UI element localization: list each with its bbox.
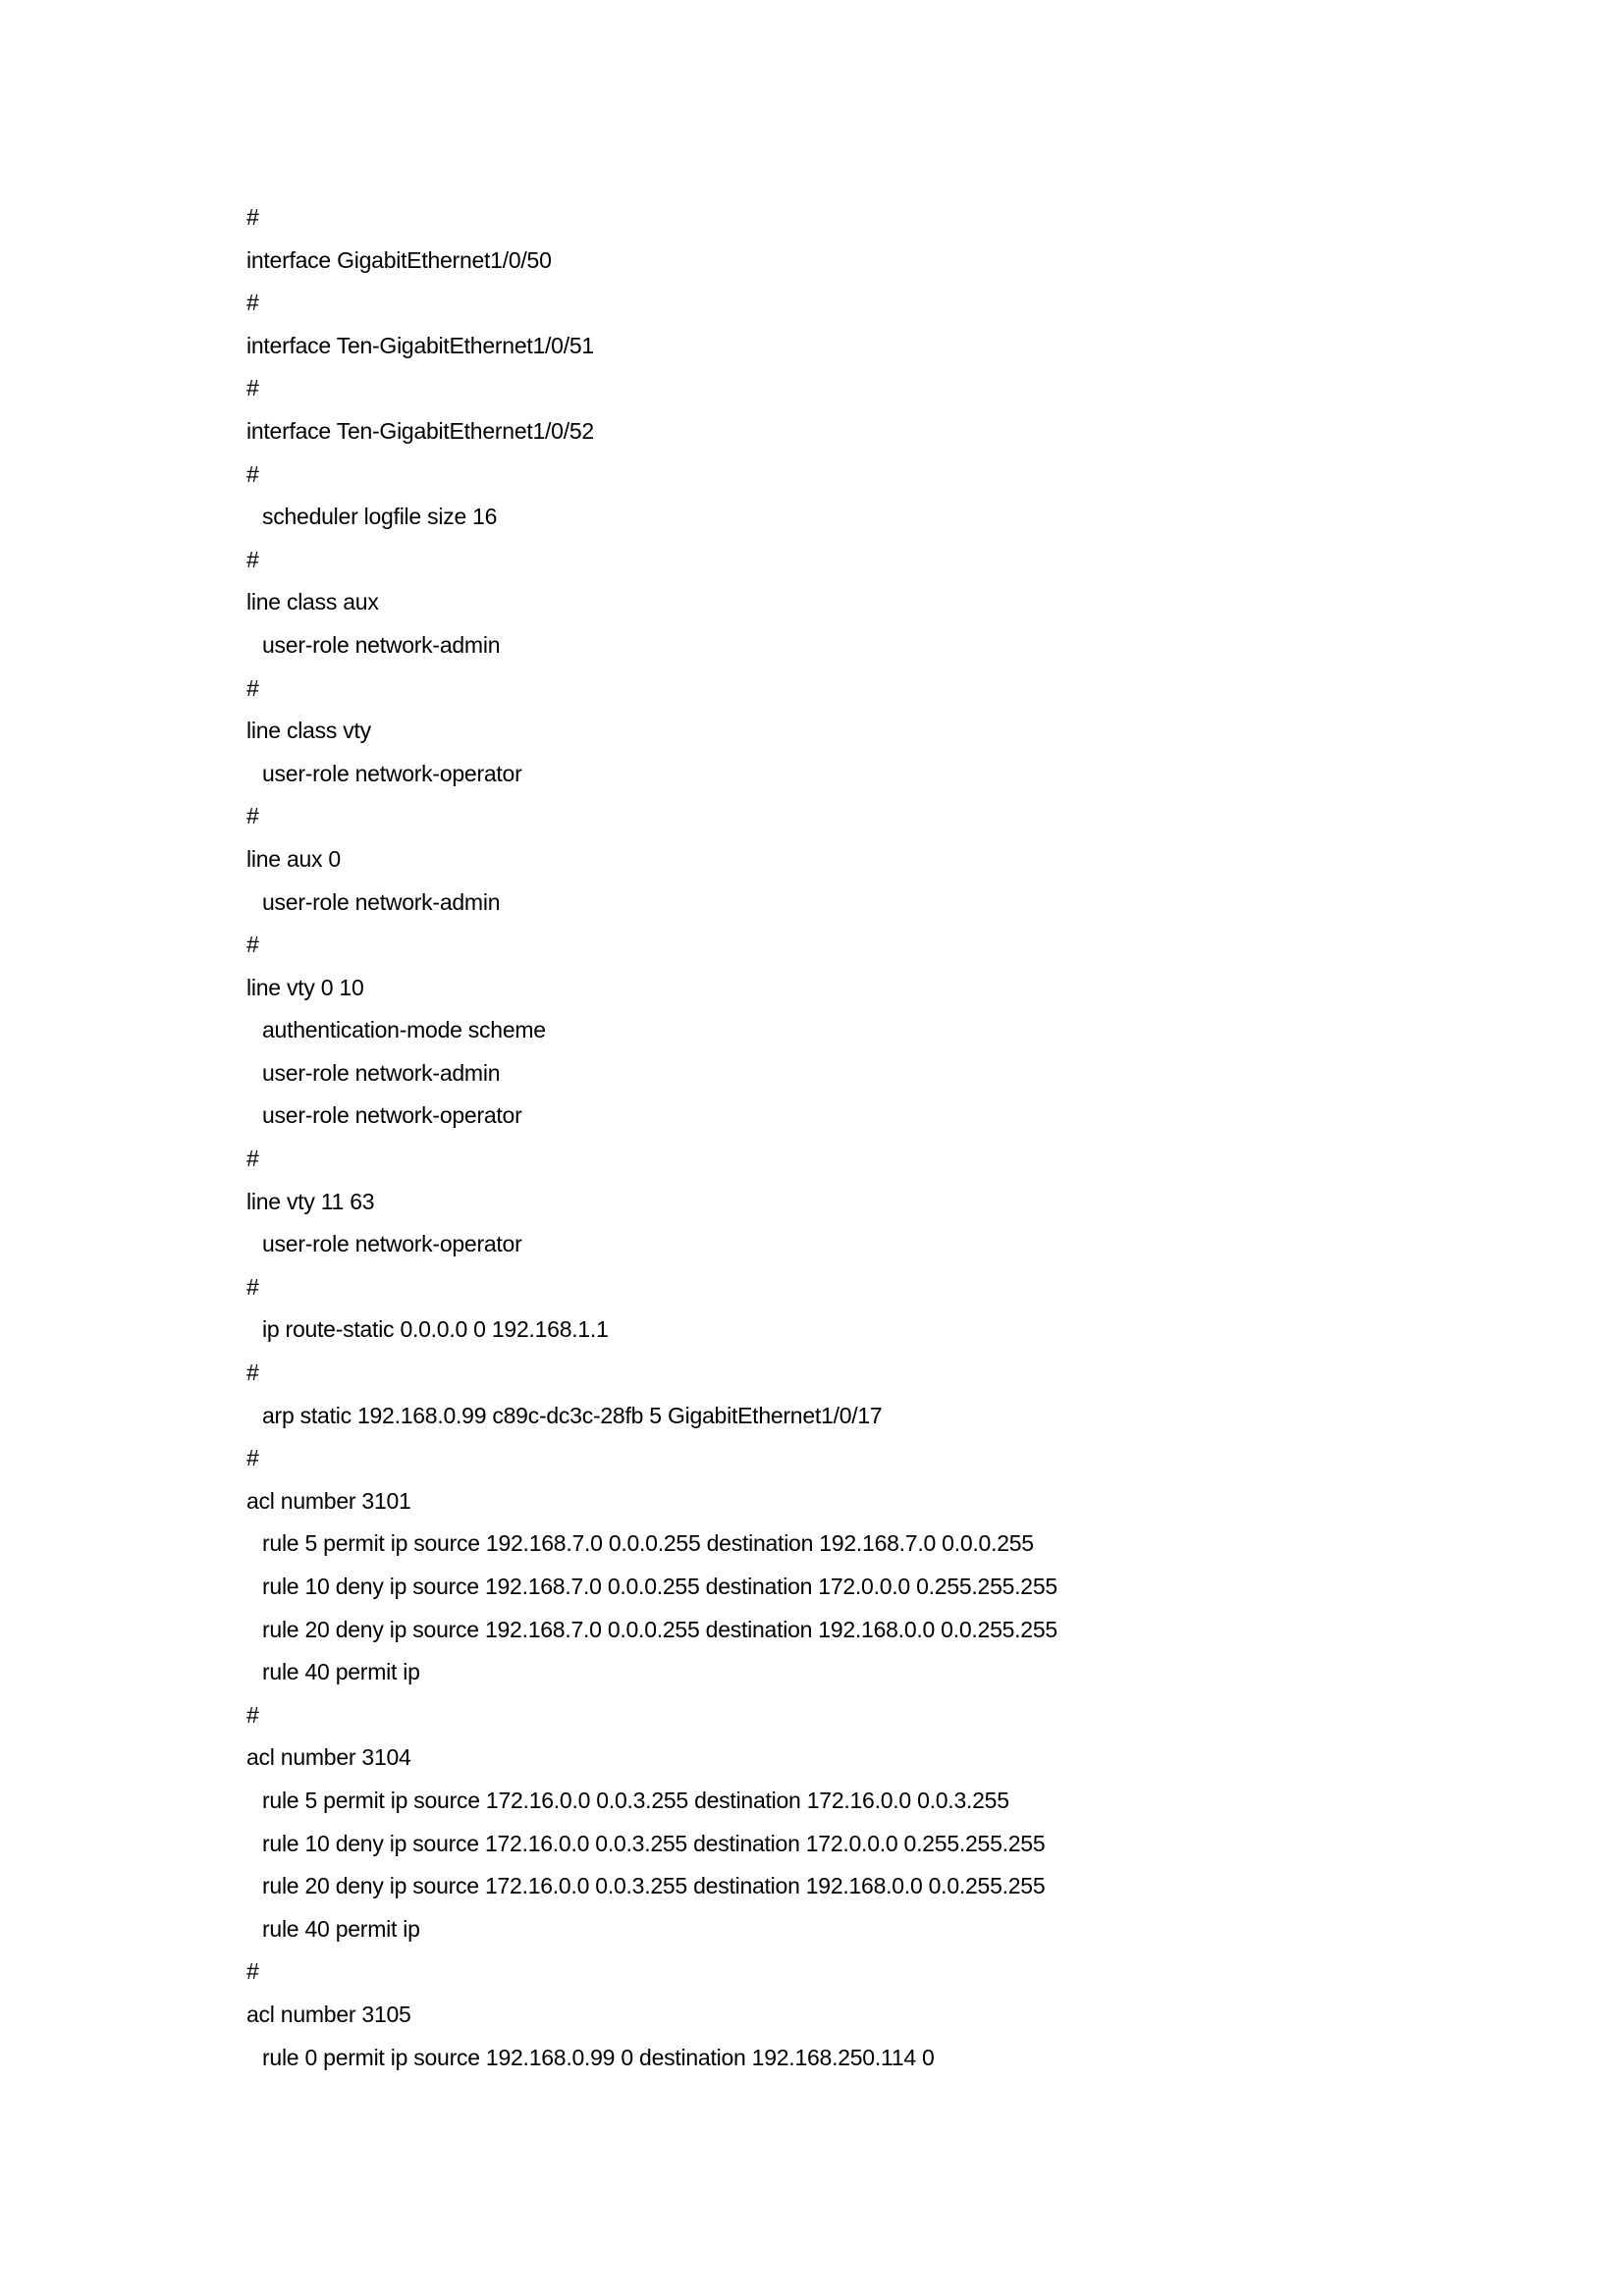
config-subcommand-line: authentication-mode scheme <box>262 1017 546 1043</box>
section-separator: # <box>246 803 259 829</box>
config-subcommand-line: user-role network-admin <box>262 888 501 915</box>
config-command-line: line vty 11 63 <box>246 1188 375 1214</box>
config-subcommand-line: scheduler logfile size 16 <box>262 504 498 530</box>
section-separator: # <box>246 674 259 701</box>
config-command-line: line vty 0 10 <box>246 974 364 1000</box>
config-subcommand-line: rule 5 permit ip source 172.16.0.0 0.0.3.255 destination 172.16.0.0 0.0.3.255 <box>262 1787 1009 1813</box>
config-subcommand-line: rule 10 deny ip source 192.168.7.0 0.0.0.255 destination 172.0.0.0 0.255.255.255 <box>262 1574 1057 1599</box>
config-subcommand-line: ip route-static 0.0.0.0 0 192.168.1.1 <box>262 1316 609 1343</box>
section-separator: # <box>246 1360 259 1386</box>
config-command-line: interface Ten-GigabitEthernet1/0/52 <box>246 417 594 444</box>
section-separator: # <box>246 546 259 572</box>
config-subcommand-line: rule 20 deny ip source 172.16.0.0 0.0.3.255 destination 192.168.0.0 0.0.255.255 <box>262 1873 1046 1899</box>
config-command-line: interface Ten-GigabitEthernet1/0/51 <box>246 332 594 358</box>
config-subcommand-line: rule 10 deny ip source 172.16.0.0 0.0.3.255 destination 172.0.0.0 0.255.255.255 <box>262 1830 1046 1856</box>
section-separator: # <box>246 1445 259 1471</box>
section-separator: # <box>246 1273 259 1300</box>
config-subcommand-line: rule 0 permit ip source 192.168.0.99 0 destination 192.168.250.114 0 <box>262 2044 935 2070</box>
config-command-line: acl number 3104 <box>246 1744 411 1771</box>
section-separator: # <box>246 460 259 487</box>
config-subcommand-line: rule 5 permit ip source 192.168.7.0 0.0.0.255 destination 192.168.7.0 0.0.0.255 <box>262 1530 1034 1557</box>
config-command-line: acl number 3101 <box>246 1487 411 1514</box>
section-separator: # <box>246 1146 259 1172</box>
section-separator: # <box>246 932 259 958</box>
config-subcommand-line: user-role network-operator <box>262 1102 522 1129</box>
section-separator: # <box>246 1701 259 1728</box>
config-subcommand-line: rule 20 deny ip source 192.168.7.0 0.0.0.255 destination 192.168.0.0 0.0.255.255 <box>262 1616 1057 1642</box>
config-subcommand-line: rule 40 permit ip <box>262 1659 420 1685</box>
config-subcommand-line: user-role network-operator <box>262 760 522 786</box>
section-separator: # <box>246 204 259 230</box>
config-subcommand-line: arp static 192.168.0.99 c89c-dc3c-28fb 5 GigabitEthernet1/0/17 <box>262 1402 883 1428</box>
section-separator: # <box>246 1958 259 1985</box>
config-command-line: acl number 3105 <box>246 2001 411 2027</box>
config-subcommand-line: user-role network-admin <box>262 631 501 658</box>
config-subcommand-line: rule 40 permit ip <box>262 1915 420 1942</box>
section-separator: # <box>246 375 259 401</box>
section-separator: # <box>246 290 259 316</box>
config-command-line: line class vty <box>246 718 371 744</box>
config-listing <box>246 196 1425 2079</box>
config-command-line: line aux 0 <box>246 845 341 872</box>
config-command-line: interface GigabitEthernet1/0/50 <box>246 246 552 273</box>
config-subcommand-line: user-role network-admin <box>262 1059 501 1086</box>
config-subcommand-line: user-role network-operator <box>262 1231 522 1257</box>
config-command-line: line class aux <box>246 589 379 615</box>
